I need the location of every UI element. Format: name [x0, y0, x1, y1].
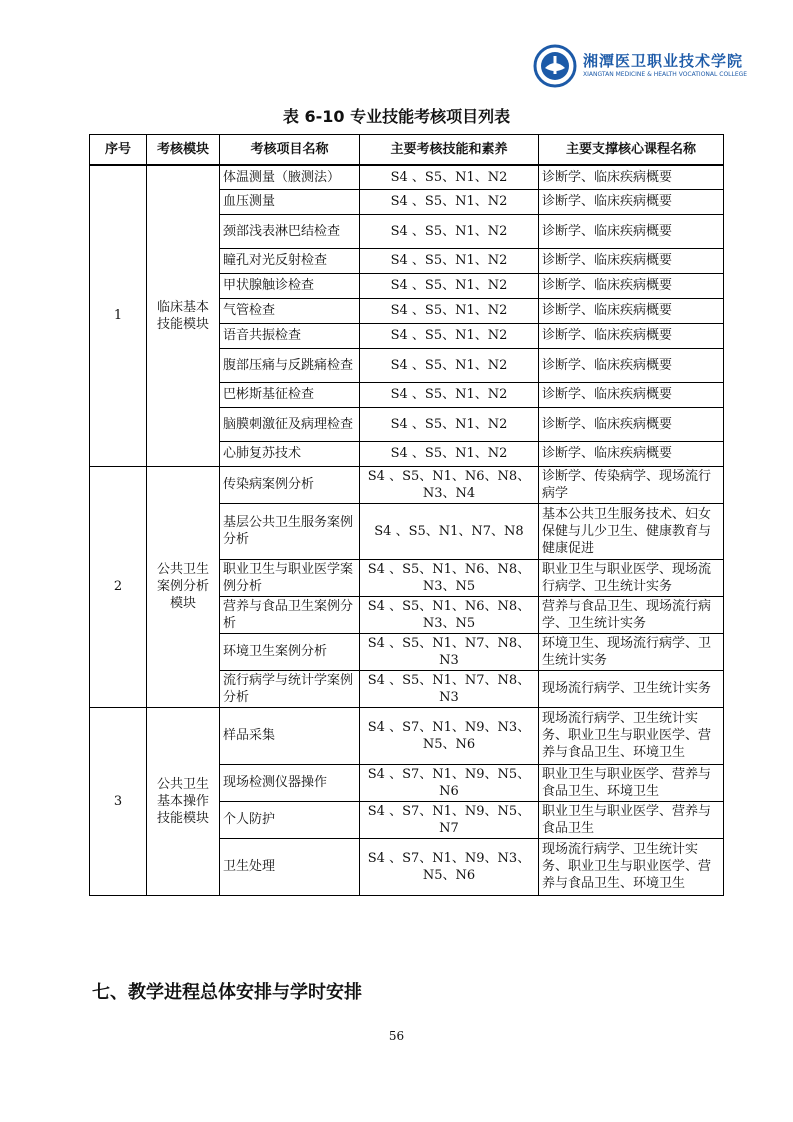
- item-name: 血压测量: [220, 189, 360, 214]
- skills-cell: S4 、S7、N1、N9、N5、N7: [360, 801, 539, 838]
- skills-cell: S4 、S5、N1、N2: [360, 407, 539, 441]
- courses-cell: 诊断学、临床疾病概要: [539, 382, 724, 407]
- table-row: [90, 466, 724, 503]
- item-name: 心肺复苏技术: [220, 441, 360, 466]
- item-name: 气管检查: [220, 298, 360, 323]
- skills-cell: S4 、S5、N1、N2: [360, 189, 539, 214]
- skills-cell: S4 、S5、N1、N2: [360, 248, 539, 273]
- header-item: 考核项目名称: [220, 135, 360, 166]
- courses-cell: 诊断学、临床疾病概要: [539, 189, 724, 214]
- skills-cell: S4 、S5、N1、N6、N8、N3、N4: [360, 466, 539, 503]
- module-name: 公共卫生基本操作技能模块: [147, 707, 220, 895]
- page-number: 56: [388, 1029, 405, 1043]
- courses-cell: 诊断学、临床疾病概要: [539, 298, 724, 323]
- school-name-en: XIANGTAN MEDICINE & HEALTH VOCATIONAL COLLEGE: [583, 71, 748, 78]
- group-number: 1: [90, 165, 147, 466]
- skills-cell: S4 、S5、N1、N2: [360, 273, 539, 298]
- skills-cell: S4 、S5、N1、N2: [360, 323, 539, 348]
- module-name: 公共卫生案例分析模块: [147, 466, 220, 707]
- courses-cell: 诊断学、临床疾病概要: [539, 323, 724, 348]
- courses-cell: 诊断学、临床疾病概要: [539, 165, 724, 189]
- courses-cell: 诊断学、临床疾病概要: [539, 407, 724, 441]
- courses-cell: 现场流行病学、卫生统计实务: [539, 670, 724, 707]
- skills-cell: S4 、S5、N1、N7、N8、N3: [360, 670, 539, 707]
- group-number: 2: [90, 466, 147, 707]
- courses-cell: 诊断学、临床疾病概要: [539, 273, 724, 298]
- item-name: 巴彬斯基征检查: [220, 382, 360, 407]
- skills-cell: S4 、S5、N1、N2: [360, 165, 539, 189]
- courses-cell: 职业卫生与职业医学、营养与食品卫生: [539, 801, 724, 838]
- courses-cell: 职业卫生与职业医学、现场流行病学、卫生统计实务: [539, 559, 724, 596]
- header-no: 序号: [90, 135, 147, 166]
- table-row: [90, 707, 724, 764]
- skills-cell: S4 、S5、N1、N7、N8: [360, 503, 539, 559]
- courses-cell: 环境卫生、现场流行病学、卫生统计实务: [539, 633, 724, 670]
- item-name: 传染病案例分析: [220, 466, 360, 503]
- skills-cell: S4 、S5、N1、N6、N8、N3、N5: [360, 596, 539, 633]
- school-name: 湘潭医卫职业技术学院: [583, 52, 744, 70]
- header-skills: 主要考核技能和素养: [360, 135, 539, 166]
- item-name: 脑膜刺激征及病理检查: [220, 407, 360, 441]
- skills-assessment-table: [89, 134, 724, 896]
- skills-cell: S4 、S5、N1、N7、N8、N3: [360, 633, 539, 670]
- table-caption: 表 6-10 专业技能考核项目列表: [282, 107, 511, 126]
- module-name: 临床基本技能模块: [147, 165, 220, 466]
- courses-cell: 诊断学、传染病学、现场流行病学: [539, 466, 724, 503]
- skills-cell: S4 、S5、N1、N2: [360, 441, 539, 466]
- item-name: 职业卫生与职业医学案例分析: [220, 559, 360, 596]
- group-number: 3: [90, 707, 147, 895]
- header-module: 考核模块: [147, 135, 220, 166]
- item-name: 基层公共卫生服务案例分析: [220, 503, 360, 559]
- courses-cell: 诊断学、临床疾病概要: [539, 214, 724, 248]
- courses-cell: 职业卫生与职业医学、营养与食品卫生、环境卫生: [539, 764, 724, 801]
- item-name: 瞳孔对光反射检查: [220, 248, 360, 273]
- item-name: 语音共振检查: [220, 323, 360, 348]
- header-courses: 主要支撑核心课程名称: [539, 135, 724, 166]
- item-name: 流行病学与统计学案例分析: [220, 670, 360, 707]
- skills-cell: S4 、S7、N1、N9、N5、N6: [360, 764, 539, 801]
- item-name: 卫生处理: [220, 838, 360, 895]
- skills-cell: S4 、S5、N1、N2: [360, 214, 539, 248]
- item-name: 营养与食品卫生案例分析: [220, 596, 360, 633]
- courses-cell: 基本公共卫生服务技术、妇女保健与儿少卫生、健康教育与健康促进: [539, 503, 724, 559]
- item-name: 环境卫生案例分析: [220, 633, 360, 670]
- courses-cell: 诊断学、临床疾病概要: [539, 441, 724, 466]
- school-logo: [533, 44, 748, 88]
- skills-cell: S4 、S5、N1、N2: [360, 348, 539, 382]
- skills-cell: S4 、S7、N1、N9、N3、N5、N6: [360, 707, 539, 764]
- courses-cell: 诊断学、临床疾病概要: [539, 248, 724, 273]
- item-name: 腹部压痛与反跳痛检查: [220, 348, 360, 382]
- item-name: 甲状腺触诊检查: [220, 273, 360, 298]
- skills-cell: S4 、S5、N1、N2: [360, 298, 539, 323]
- courses-cell: 诊断学、临床疾病概要: [539, 348, 724, 382]
- skills-cell: S4 、S7、N1、N9、N3、N5、N6: [360, 838, 539, 895]
- item-name: 颈部浅表淋巴结检查: [220, 214, 360, 248]
- item-name: 个人防护: [220, 801, 360, 838]
- item-name: 现场检测仪器操作: [220, 764, 360, 801]
- section-heading: 七、教学进程总体安排与学时安排: [92, 982, 362, 1003]
- table-row: [90, 165, 724, 189]
- school-emblem-icon: [533, 44, 577, 88]
- table-header-row: [90, 135, 724, 166]
- courses-cell: 现场流行病学、卫生统计实务、职业卫生与职业医学、营养与食品卫生、环境卫生: [539, 838, 724, 895]
- skills-cell: S4 、S5、N1、N6、N8、N3、N5: [360, 559, 539, 596]
- skills-cell: S4 、S5、N1、N2: [360, 382, 539, 407]
- courses-cell: 营养与食品卫生、现场流行病学、卫生统计实务: [539, 596, 724, 633]
- item-name: 样品采集: [220, 707, 360, 764]
- courses-cell: 现场流行病学、卫生统计实务、职业卫生与职业医学、营养与食品卫生、环境卫生: [539, 707, 724, 764]
- item-name: 体温测量（腋测法）: [220, 165, 360, 189]
